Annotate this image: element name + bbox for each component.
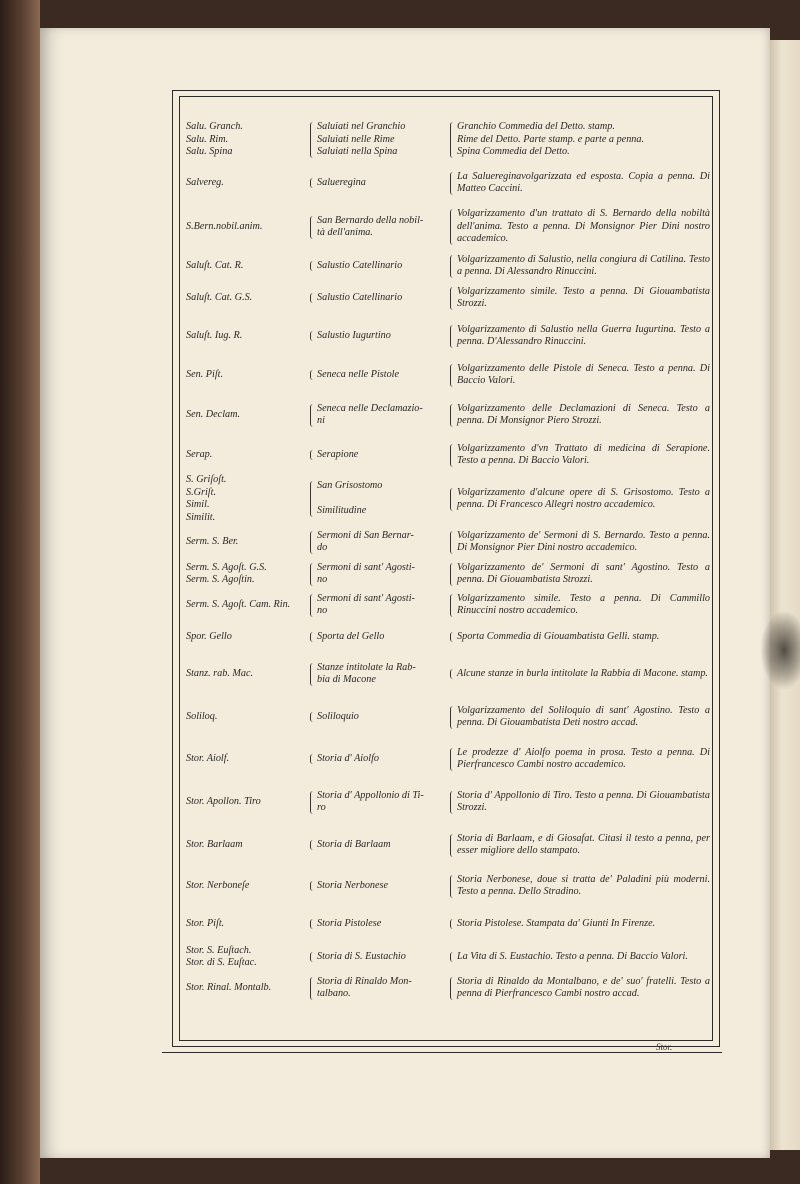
table-row bbox=[186, 524, 710, 560]
description-cell bbox=[448, 562, 710, 587]
abbreviation-cell bbox=[186, 562, 308, 587]
description-cell bbox=[448, 668, 710, 681]
title-cell bbox=[308, 839, 448, 852]
abbreviation-cell bbox=[186, 945, 308, 970]
description-cell-line: Rime del Detto. Parte stamp. e parte a penna. bbox=[457, 133, 645, 145]
abbreviation-cell-line: Similit. bbox=[186, 511, 216, 523]
abbreviation-cell-line: Stor. Piſt. bbox=[186, 917, 225, 929]
abbreviation-cell bbox=[186, 474, 308, 524]
abbreviation-cell-line: S.Griſt. bbox=[186, 486, 217, 498]
description-cell bbox=[448, 286, 710, 311]
title-cell-line: Saluiati nelle Rime bbox=[317, 133, 395, 145]
title-cell bbox=[308, 753, 448, 766]
description-cell bbox=[448, 121, 710, 159]
abbreviation-cell-line: Stor. Nerboneſe bbox=[186, 879, 250, 891]
abbreviation-cell-line: Stor. S. Euſtach. bbox=[186, 944, 252, 956]
abbreviation-cell bbox=[186, 982, 308, 995]
abbreviation-cell-line: Serap. bbox=[186, 448, 213, 460]
table-row bbox=[186, 164, 710, 202]
description-cell bbox=[448, 705, 710, 730]
abbreviation-cell-line: Stor. Aiolf. bbox=[186, 752, 230, 764]
title-cell-line: bia di Macone bbox=[317, 674, 376, 685]
abbreviation-cell-line: Serm. S. Agoſtin. bbox=[186, 574, 255, 585]
title-cell-line: Seneca nelle Declamazio- bbox=[317, 402, 423, 414]
table-row bbox=[186, 316, 710, 356]
description-cell-line: Sporta Commedia di Giouambatista Gelli. stamp. bbox=[457, 630, 660, 642]
title-cell bbox=[308, 918, 448, 931]
title-cell-line: San Grisostomo bbox=[317, 480, 383, 492]
title-cell-line: Salustio Iugurtino bbox=[317, 329, 391, 341]
abbreviation-cell bbox=[186, 599, 308, 612]
table-row bbox=[186, 436, 710, 474]
description-cell-line: Alcune stanze in burla intitolate la Rabbia di Macone. stamp. bbox=[457, 667, 708, 679]
abbreviation-cell-line: Serm. S. Agoſt. G.S. bbox=[186, 561, 267, 573]
description-cell-line: Volgarizzamento d'alcune opere di S. Grisostomo. Testo a penna. Di Francesco Allegri nostro accademico. bbox=[457, 486, 710, 510]
title-cell-line: Seneca nelle Pistole bbox=[317, 368, 400, 380]
description-cell-line: Volgarizzamento di Salustio nella Guerra Iugurtina. Testo a penna. D'Alessandro Rinuccini. bbox=[457, 323, 710, 347]
abbreviation-cell bbox=[186, 260, 308, 273]
abbreviation-cell-line: Salu. Rim. bbox=[186, 133, 229, 145]
title-cell bbox=[308, 121, 448, 159]
table-row bbox=[186, 652, 710, 696]
title-cell bbox=[308, 215, 448, 240]
title-cell bbox=[308, 662, 448, 687]
title-cell-line: Saluiati nel Granchio bbox=[317, 121, 406, 133]
title-cell bbox=[308, 369, 448, 382]
table-row bbox=[186, 356, 710, 394]
abbreviation-cell-line: Salu. Spina bbox=[186, 146, 233, 158]
title-cell-line: do bbox=[317, 542, 328, 553]
abbreviation-cell-line: Simil. bbox=[186, 499, 210, 510]
title-cell bbox=[308, 330, 448, 343]
table-row bbox=[186, 280, 710, 316]
description-cell bbox=[448, 171, 710, 196]
description-cell-line: Volgarizzamento simile. Testo a penna. Di Cammillo Rinuccini nostro accademico. bbox=[457, 592, 710, 616]
description-cell-line: Storia d' Appollonio di Tiro. Testo a penna. Di Giouambatista Strozzi. bbox=[457, 789, 710, 813]
title-cell-line: Storia di Rinaldo Mon- bbox=[317, 975, 412, 987]
abbreviation-cell bbox=[186, 918, 308, 931]
abbreviation-cell-line: Stor. Barlaam bbox=[186, 838, 243, 850]
description-cell-line: Volgarizzamento di Salustio, nella congiura di Catilina. Testo a penna. Di Alessandro Rinuccini. bbox=[457, 253, 710, 277]
description-cell-line: Granchio Commedia del Detto. stamp. bbox=[457, 121, 615, 133]
abbreviation-cell-line: Serm. S. Agoſt. Cam. Rin. bbox=[186, 598, 291, 610]
title-cell-line: San Bernardo della nobil- bbox=[317, 214, 424, 226]
title-cell-line: ro bbox=[317, 802, 326, 813]
catchword: Stor. bbox=[656, 1042, 673, 1052]
table-row bbox=[186, 560, 710, 588]
description-cell bbox=[448, 363, 710, 388]
description-cell bbox=[448, 747, 710, 772]
description-cell-line: La Saluereginavolgarizzata ed esposta. Copia a penna. Di Matteo Caccini. bbox=[457, 170, 710, 194]
description-cell bbox=[448, 790, 710, 815]
title-cell-line: Sporta del Gello bbox=[317, 630, 385, 642]
title-cell bbox=[308, 976, 448, 1001]
title-cell-line: Saluiati nella Spina bbox=[317, 146, 398, 158]
abbreviation-cell bbox=[186, 177, 308, 190]
table-row bbox=[186, 738, 710, 780]
description-cell bbox=[448, 208, 710, 246]
description-cell-line: La Vita di S. Eustachio. Testo a penna. Di Baccio Valori. bbox=[457, 950, 688, 962]
abbreviation-cell bbox=[186, 330, 308, 343]
abbreviation-cell bbox=[186, 839, 308, 852]
title-cell bbox=[308, 530, 448, 555]
title-cell-line: Soliloquio bbox=[317, 710, 359, 722]
description-cell bbox=[448, 324, 710, 349]
title-cell-line: Sermoni di sant' Agosti- bbox=[317, 592, 415, 604]
abbreviation-cell-line: Sen. Piſt. bbox=[186, 368, 224, 380]
description-cell bbox=[448, 951, 710, 964]
table-row bbox=[186, 116, 710, 164]
abbreviation-cell bbox=[186, 796, 308, 809]
table-row bbox=[186, 252, 710, 280]
title-cell-line bbox=[317, 493, 448, 506]
title-cell bbox=[308, 562, 448, 587]
title-cell bbox=[308, 631, 448, 644]
abbreviation-cell-line: Saluſt. Iug. R. bbox=[186, 329, 243, 341]
title-cell bbox=[308, 880, 448, 893]
title-cell bbox=[308, 449, 448, 462]
description-cell-line: Spina Commedia del Detto. bbox=[457, 146, 570, 158]
title-cell bbox=[308, 480, 448, 518]
abbreviation-cell-line: S. Griſoſt. bbox=[186, 474, 227, 485]
abbreviation-cell-line: Stor. Apollon. Tiro bbox=[186, 795, 261, 807]
description-cell bbox=[448, 530, 710, 555]
book-spine-edge bbox=[0, 0, 40, 1184]
title-cell bbox=[308, 292, 448, 305]
title-cell-line: ni bbox=[317, 415, 325, 426]
title-cell-line: Similitudine bbox=[317, 505, 367, 517]
title-cell bbox=[308, 711, 448, 724]
description-cell bbox=[448, 593, 710, 618]
description-cell-line: Storia Pistolese. Stampata da' Giunti In Firenze. bbox=[457, 917, 656, 929]
description-cell bbox=[448, 403, 710, 428]
title-cell-line: Storia d' Aiolfo bbox=[317, 752, 379, 764]
title-cell bbox=[308, 790, 448, 815]
table-row bbox=[186, 394, 710, 436]
abbreviation-cell-line: Stor. di S. Euſtac. bbox=[186, 957, 257, 968]
abbreviation-cell bbox=[186, 536, 308, 549]
abbreviation-cell-line: Salu. Granch. bbox=[186, 121, 243, 133]
title-cell-line: no bbox=[317, 605, 328, 616]
abbreviation-cell-line: Stanz. rab. Mac. bbox=[186, 667, 254, 679]
title-cell bbox=[308, 951, 448, 964]
table-row bbox=[186, 972, 710, 1004]
abbreviation-cell-line: Saluſt. Cat. R. bbox=[186, 259, 244, 271]
abbreviation-cell-line: Serm. S. Ber. bbox=[186, 535, 239, 547]
title-cell-line: Storia Nerbonese bbox=[317, 879, 389, 891]
title-cell-line: Sermoni di San Bernar- bbox=[317, 529, 414, 541]
title-cell bbox=[308, 593, 448, 618]
description-cell bbox=[448, 833, 710, 858]
title-cell bbox=[308, 260, 448, 273]
table-row bbox=[186, 588, 710, 622]
table-row bbox=[186, 824, 710, 866]
description-cell bbox=[448, 631, 710, 644]
description-cell-line: Volgarizzamento d'un trattato di S. Bernardo della nobiltà dell'anima. Testo a penna. Di Monsignor Pier Dini nostro accademico. bbox=[457, 208, 710, 245]
title-cell-line: Storia di S. Eustachio bbox=[317, 950, 406, 962]
description-cell-line: Volgarizzamento de' Sermoni di S. Bernardo. Testo a penna. Di Monsignor Pier Dini nostro accademico. bbox=[457, 529, 710, 553]
table-row bbox=[186, 622, 710, 652]
title-cell-line: no bbox=[317, 574, 328, 585]
title-cell-line: talbano. bbox=[317, 988, 351, 999]
table-row bbox=[186, 942, 710, 972]
table-row bbox=[186, 696, 710, 738]
description-cell bbox=[448, 874, 710, 899]
table-row bbox=[186, 474, 710, 524]
table-row bbox=[186, 202, 710, 252]
description-cell-line: Volgarizzamento d'vn Trattato di medicina di Serapione. Testo a penna. Di Baccio Valori. bbox=[457, 442, 710, 466]
description-cell-line: Storia Nerbonese, doue si tratta de' Paladini più moderni. Testo a penna. Dello Stradino. bbox=[457, 873, 710, 897]
abbreviation-cell bbox=[186, 753, 308, 766]
abbreviation-cell-line: Soliloq. bbox=[186, 710, 218, 722]
description-cell-line: Volgarizzamento delle Pistole di Seneca. Testo a penna. Di Baccio Valori. bbox=[457, 362, 710, 386]
title-cell-line: Salueregina bbox=[317, 176, 366, 188]
abbreviation-cell bbox=[186, 121, 308, 159]
table-row bbox=[186, 780, 710, 824]
table-row bbox=[186, 866, 710, 906]
ink-blot bbox=[760, 610, 800, 690]
title-cell-line: Storia di Barlaam bbox=[317, 838, 391, 850]
abbreviation-cell bbox=[186, 880, 308, 893]
title-cell-line: Stanze intitolate la Rab- bbox=[317, 661, 416, 673]
description-cell bbox=[448, 487, 710, 512]
table-row bbox=[186, 906, 710, 942]
abbreviation-cell bbox=[186, 449, 308, 462]
abbreviation-cell bbox=[186, 668, 308, 681]
description-cell bbox=[448, 254, 710, 279]
abbreviation-cell bbox=[186, 292, 308, 305]
title-cell-line: Storia d' Appollonio di Ti- bbox=[317, 789, 424, 801]
title-cell-line: Sermoni di sant' Agosti- bbox=[317, 561, 415, 573]
title-cell bbox=[308, 403, 448, 428]
bottom-rule bbox=[162, 1052, 722, 1053]
abbreviation-cell bbox=[186, 369, 308, 382]
title-cell-line: Storia Pistolese bbox=[317, 917, 382, 929]
title-cell-line: Salustio Catellinario bbox=[317, 291, 403, 303]
abbreviation-cell bbox=[186, 631, 308, 644]
abbreviation-table bbox=[186, 116, 710, 1004]
description-cell-line: Volgarizzamento de' Sermoni di sant' Agostino. Testo a penna. Di Giouambatista Strozzi. bbox=[457, 561, 710, 585]
abbreviation-cell-line: Spor. Gello bbox=[186, 630, 232, 642]
description-cell bbox=[448, 443, 710, 468]
abbreviation-cell-line: Sen. Declam. bbox=[186, 408, 241, 420]
description-cell-line: Volgarizzamento del Soliloquio di sant' Agostino. Testo a penna. Di Giouambatista Deti nostro accad. bbox=[457, 704, 710, 728]
abbreviation-cell bbox=[186, 221, 308, 234]
abbreviation-cell-line: Stor. Rinal. Montalb. bbox=[186, 981, 272, 993]
description-cell-line: Storia di Barlaam, e di Giosafat. Citasi il testo a penna, per esser migliore dello stampato. bbox=[457, 832, 710, 856]
abbreviation-cell bbox=[186, 409, 308, 422]
description-cell bbox=[448, 976, 710, 1001]
title-cell bbox=[308, 177, 448, 190]
description-cell-line: Volgarizzamento simile. Testo a penna. Di Giouambatista Strozzi. bbox=[457, 285, 710, 309]
title-cell-line: Salustio Catellinario bbox=[317, 259, 403, 271]
description-cell-line: Le prodezze d' Aiolfo poema in prosa. Testo a penna. Di Pierfrancesco Cambi nostro accademico. bbox=[457, 746, 710, 770]
abbreviation-cell-line: Saluſt. Cat. G.S. bbox=[186, 291, 253, 303]
title-cell-line: Serapione bbox=[317, 448, 359, 460]
description-cell-line: Storia di Rinaldo da Montalbano, e de' suo' fratelli. Testo a penna di Pierfrancesco Cambi nostro accad. bbox=[457, 975, 710, 999]
abbreviation-cell bbox=[186, 711, 308, 724]
abbreviation-cell-line: S.Bern.nobil.anim. bbox=[186, 220, 263, 232]
title-cell-line: tà dell'anima. bbox=[317, 227, 373, 238]
abbreviation-cell-line: Salvereg. bbox=[186, 176, 224, 188]
description-cell bbox=[448, 918, 710, 931]
facing-page-edge bbox=[770, 40, 800, 1150]
description-cell-line: Volgarizzamento delle Declamazioni di Seneca. Testo a penna. Di Monsignor Piero Strozzi. bbox=[457, 402, 710, 426]
